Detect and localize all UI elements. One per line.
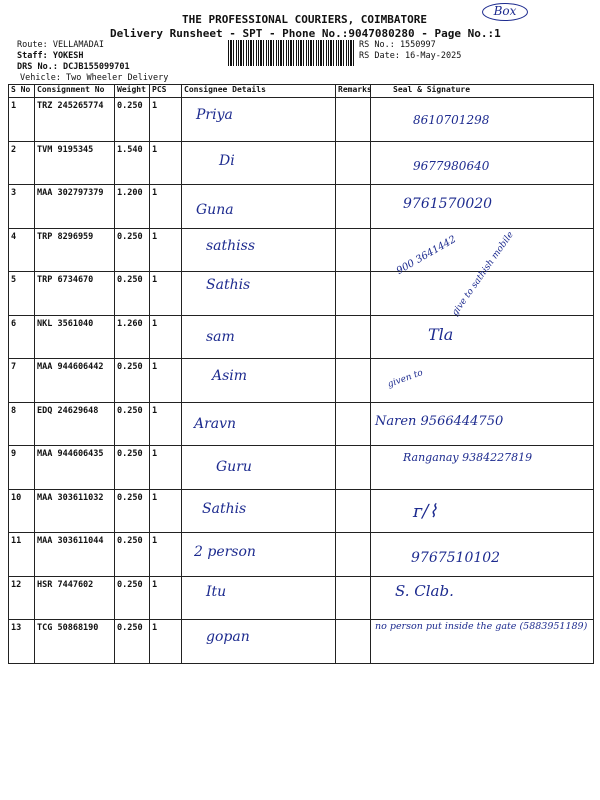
header-signature: Seal & Signature — [371, 85, 594, 98]
signature-handwriting: Naren 9566444750 — [375, 413, 504, 429]
cell-sno: 12 — [9, 576, 35, 620]
cell-consignment: TRZ 245265774 — [35, 98, 115, 142]
cell-pcs: 1 — [150, 185, 182, 229]
cell-sno: 6 — [9, 315, 35, 359]
consignee-handwriting: Sathis — [202, 500, 247, 517]
consignee-handwriting: Itu — [206, 583, 227, 600]
cell-consignment: MAA 303611032 — [35, 489, 115, 533]
table-row — [9, 315, 594, 359]
cell-pcs: 1 — [150, 98, 182, 142]
cell-consignment: EDQ 24629648 — [35, 402, 115, 446]
drs-info: DRS No.: DCJB155099701 — [17, 62, 130, 72]
table-row — [9, 533, 594, 577]
barcode — [228, 40, 356, 66]
table-header-row — [9, 85, 594, 98]
table-row — [9, 489, 594, 533]
consignee-handwriting: sathiss — [206, 237, 256, 254]
signature-handwriting: given to — [386, 368, 425, 390]
table-row — [9, 98, 594, 142]
cell-pcs: 1 — [150, 576, 182, 620]
cell-sno: 11 — [9, 533, 35, 577]
table-row — [9, 576, 594, 620]
cell-pcs: 1 — [150, 402, 182, 446]
header-consignee: Consignee Details — [182, 85, 336, 98]
vehicle-info: Vehicle: Two Wheeler Delivery — [20, 73, 169, 83]
document-subtitle: Delivery Runsheet - SPT - Phone No.:9047080280 - Page No.:1 — [110, 27, 501, 40]
cell-consignment: MAA 303611044 — [35, 533, 115, 577]
cell-sno: 2 — [9, 141, 35, 185]
cell-sno: 8 — [9, 402, 35, 446]
table-row — [9, 141, 594, 185]
cell-weight: 0.250 — [115, 272, 150, 316]
cell-weight: 0.250 — [115, 533, 150, 577]
cell-weight: 1.540 — [115, 141, 150, 185]
staff-info: Staff: YOKESH — [17, 51, 84, 61]
cell-sno: 13 — [9, 620, 35, 664]
cell-weight: 0.250 — [115, 228, 150, 272]
table-row — [9, 185, 594, 229]
cell-weight: 0.250 — [115, 402, 150, 446]
cell-pcs: 1 — [150, 359, 182, 403]
signature-handwriting: 9677980640 — [413, 158, 490, 173]
signature-handwriting: give to sathish mobile — [450, 230, 516, 318]
cell-weight: 0.250 — [115, 576, 150, 620]
cell-weight: 0.250 — [115, 359, 150, 403]
header-weight: Weight — [115, 85, 150, 98]
cell-weight: 1.200 — [115, 185, 150, 229]
cell-sno: 5 — [9, 272, 35, 316]
consignee-handwriting: Aravn — [194, 415, 237, 432]
signature-handwriting: 900 3641442 — [394, 233, 459, 277]
header-sno: S No — [9, 85, 35, 98]
cell-sno: 7 — [9, 359, 35, 403]
consignee-handwriting: sam — [206, 328, 235, 345]
cell-consignment: MAA 302797379 — [35, 185, 115, 229]
rs-number: RS No.: 1550997 — [359, 40, 436, 50]
signature-handwriting: 8610701298 — [413, 113, 490, 127]
header-consignment: Consignment No — [35, 85, 115, 98]
cell-sno: 3 — [9, 185, 35, 229]
consignee-handwriting: Guna — [196, 202, 234, 218]
runsheet-table — [8, 84, 594, 664]
rs-date: RS Date: 16-May-2025 — [359, 51, 462, 61]
signature-handwriting: no person put inside the gate (5883951189) — [375, 621, 588, 632]
cell-consignment: NKL 3561040 — [35, 315, 115, 359]
cell-weight: 0.250 — [115, 620, 150, 664]
cell-weight: 0.250 — [115, 446, 150, 490]
cell-pcs: 1 — [150, 620, 182, 664]
cell-consignment: MAA 944606435 — [35, 446, 115, 490]
consignee-handwriting: 2 person — [194, 544, 256, 560]
consignee-handwriting: gopan — [206, 629, 250, 645]
consignee-handwriting: Di — [219, 152, 235, 169]
table-row — [9, 272, 594, 316]
cell-pcs: 1 — [150, 228, 182, 272]
cell-consignment: TVM 9195345 — [35, 141, 115, 185]
cell-weight: 0.250 — [115, 489, 150, 533]
header-remarks: Remarks — [336, 85, 371, 98]
cell-weight: 0.250 — [115, 98, 150, 142]
consignee-handwriting: Asim — [212, 368, 248, 384]
cell-consignment: TRP 6734670 — [35, 272, 115, 316]
cell-sno: 10 — [9, 489, 35, 533]
table-row — [9, 402, 594, 446]
cell-pcs: 1 — [150, 489, 182, 533]
cell-sno: 4 — [9, 228, 35, 272]
cell-pcs: 1 — [150, 315, 182, 359]
cell-weight: 1.260 — [115, 315, 150, 359]
cell-consignment: HSR 7447602 — [35, 576, 115, 620]
cell-consignment: TCG 50868190 — [35, 620, 115, 664]
signature-handwriting: S. Clab. — [395, 581, 454, 600]
table-row — [9, 446, 594, 490]
cell-consignment: MAA 944606442 — [35, 359, 115, 403]
cell-pcs: 1 — [150, 141, 182, 185]
route-info: Route: VELLAMADAI — [17, 40, 104, 50]
consignee-handwriting: Priya — [196, 107, 233, 123]
document-title: THE PROFESSIONAL COURIERS, COIMBATORE — [182, 13, 428, 26]
cell-sno: 9 — [9, 446, 35, 490]
cell-sno: 1 — [9, 98, 35, 142]
signature-handwriting: Tla — [428, 324, 454, 344]
signature-handwriting: Ranganay 9384227819 — [403, 451, 533, 464]
cell-pcs: 1 — [150, 272, 182, 316]
consignee-handwriting: Guru — [216, 459, 252, 475]
signature-handwriting: ᴦ∕⌇ — [413, 500, 438, 522]
cell-pcs: 1 — [150, 446, 182, 490]
signature-handwriting: 9767510102 — [411, 550, 501, 566]
consignee-handwriting: Sathis — [206, 277, 251, 293]
handwritten-note: Box — [482, 3, 528, 21]
cell-pcs: 1 — [150, 533, 182, 577]
header-pcs: PCS — [150, 85, 182, 98]
table-row — [9, 620, 594, 664]
signature-handwriting: 9761570020 — [403, 196, 493, 212]
cell-consignment: TRP 8296959 — [35, 228, 115, 272]
table-row — [9, 359, 594, 403]
